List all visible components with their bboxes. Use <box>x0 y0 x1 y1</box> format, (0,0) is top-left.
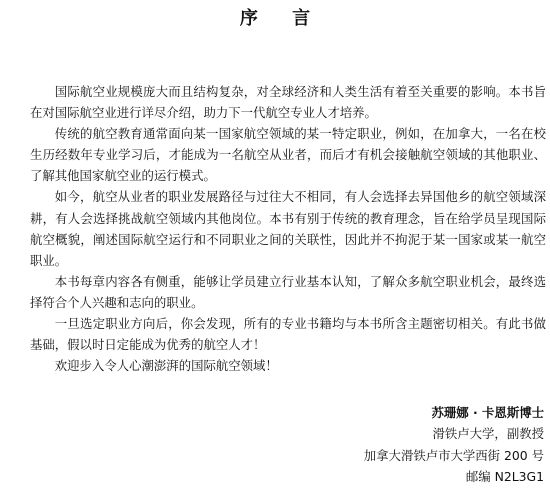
paragraph-2: 传统的航空教育通常面向某一国家航空领域的某一特定职业，例如，在加拿大，一名在校生历经数年专业学习后，才能成为一名航空从业者，而后才有机会接触航空领域的其他职业、了解其他国家航空业的运行模式。 <box>30 126 546 184</box>
author-name: 苏珊娜 · 卡恩斯博士 <box>431 405 544 420</box>
author-postcode: 邮编 N2L3G1 <box>465 469 544 485</box>
author-affiliation: 滑铁卢大学，副教授 <box>432 426 544 442</box>
paragraph-5: 一旦选定职业方向后，你会发现，所有的专业书籍均与本书所含主题密切相关。有此书做基础，假以时日定能成为优秀的航空人才！ <box>30 316 546 353</box>
author-address: 加拿大滑铁卢市大学西街 200 号 <box>363 447 544 463</box>
preface-body <box>30 81 546 376</box>
paragraph-6: 欢迎步入令人心潮澎湃的国际航空领域！ <box>54 358 278 374</box>
page-title: 序 言 <box>239 8 325 29</box>
paragraph-3: 如今，航空从业者的职业发展路径与过往大不相同，有人会选择去异国他乡的航空领域深耕，有人会选择挑战航空领域内其他岗位。本书有别于传统的教育理念，旨在给学员呈现国际航空概貌，阐述国际航空运行和不同职业之间的关联性，因此并不拘泥于某一国家或某一航空职业。 <box>30 189 546 268</box>
paragraph-1: 国际航空业规模庞大而且结构复杂，对全球经济和人类生活有着至关重要的影响。本书旨在对国际航空业进行详尽介绍，助力下一代航空专业人才培养。 <box>30 84 546 121</box>
paragraph-4: 本书每章内容各有侧重，能够让学员建立行业基本认知，了解众多航空职业机会，最终选择符合个人兴趣和志向的职业。 <box>30 273 546 310</box>
signature-block <box>364 402 544 488</box>
